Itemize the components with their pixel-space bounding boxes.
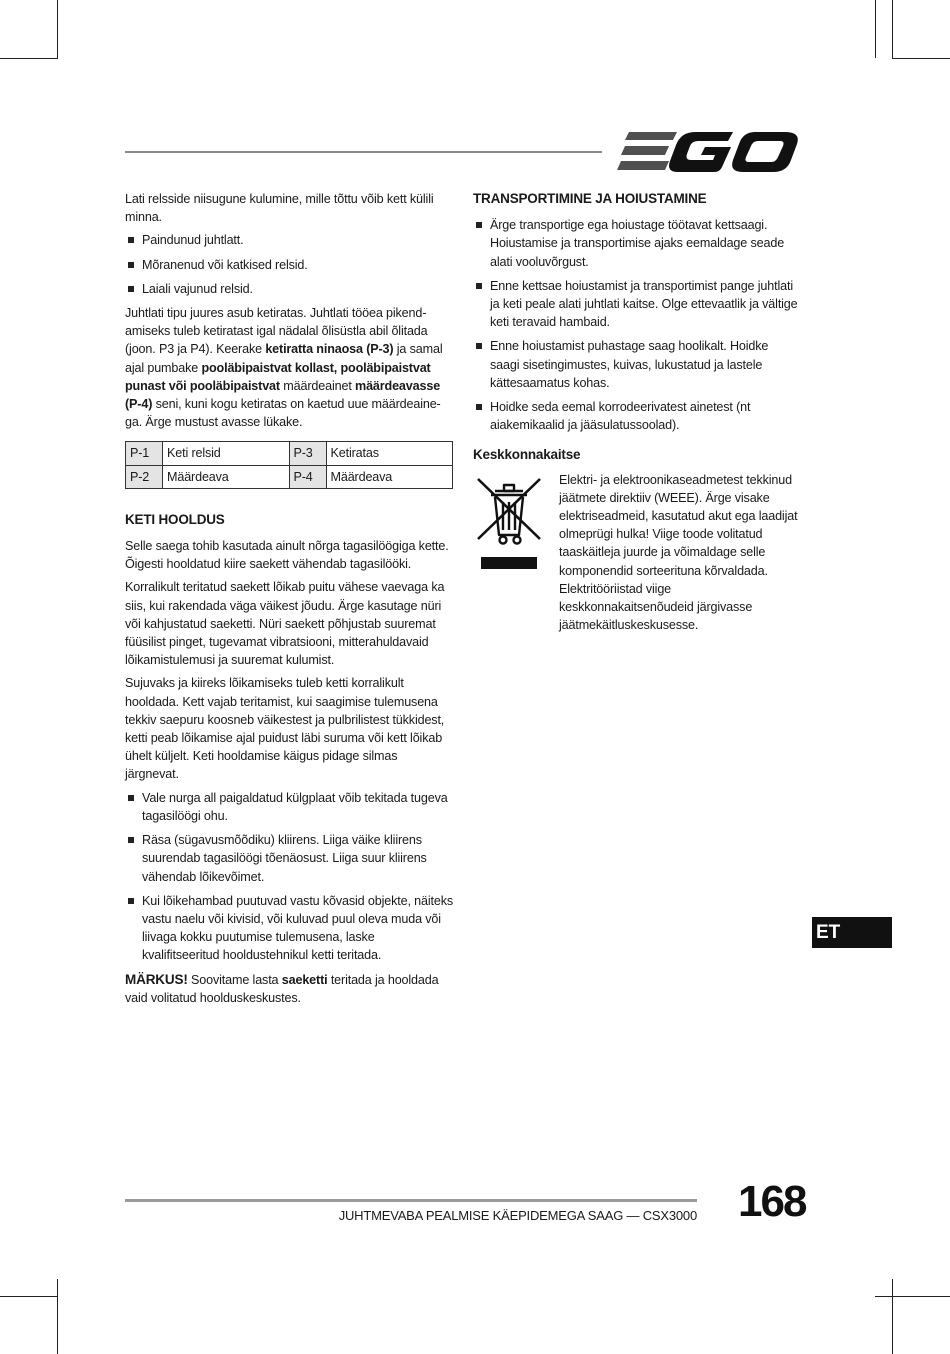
- list-item: Laiali vajunud relsid.: [125, 280, 453, 298]
- part-name: Ketiratas: [326, 442, 453, 465]
- crop-mark: [57, 1279, 58, 1354]
- header-rule: [125, 151, 602, 153]
- text-run: teritada ja hooldada vaid volitatud hoolduskeskustes.: [125, 972, 439, 1005]
- environment-text: Elektri- ja elektroonikaseadmetest tekkinud jäätmete direktiiv (WEEE). Ärge visake elektriseadmeid, kasutatud akut ega laadijat olmeprügi hulka! Viige toode volitatud taaskäitleja juurde ja võimaldage selle komponendid sorteerituna kõrvaldada. Elektritööriistad viige keskkonnakaitsenõudeid järgivasse jäätmekäitluskeskusesse.: [559, 472, 798, 633]
- wear-list: [125, 231, 453, 298]
- crop-mark: [875, 0, 876, 58]
- part-name: Määrdeava: [326, 465, 453, 488]
- footer-title: JUHTMEVABA PEALMISE KÄEPIDEMEGA SAAG — CSX3000: [338, 1208, 697, 1223]
- crop-mark: [892, 58, 950, 59]
- list-item: Ärge transportige ega hoiustage töötavat kettsaagi. Hoiustamise ja transportimise ajaks eemaldage seade alati vooluvõrgust.: [473, 216, 800, 271]
- wear-intro: Lati relsside niisugune kulumine, mille tõttu võib kett külili minna.: [125, 192, 434, 225]
- list-item: Vale nurga all paigaldatud külgplaat võib tekitada tugeva tagasilöögi ohu.: [125, 789, 453, 825]
- parts-table: [125, 441, 453, 488]
- bold-run: ketiratta ninaosa (P-3): [265, 342, 394, 357]
- transport-heading: TRANSPORTIMINE JA HOIUSTAMINE: [473, 191, 707, 206]
- crop-mark: [875, 1296, 950, 1297]
- note-label: MÄRKUS!: [125, 971, 188, 987]
- chain-paragraph: Korralikult teritatud saekett lõikab puitu vähese vaevaga ka siis, kui rakendada väga väikest jõudu. Ärge kasutage nüri või kahjustatud saeketti. Nüri saekett põhjustab suuremat füüsilist pinget, tugevamat vibratsiooni, mitterahuldavaid lõikamistulemusi ja suuremat kulumist.: [125, 580, 445, 668]
- text-run: ja samal ajal pumbake: [125, 342, 443, 375]
- bold-run: pooläbipaistvat kollast, pooläbipaistvat punast või pooläbipaistvat: [125, 360, 431, 393]
- part-code: P-1: [126, 442, 163, 465]
- crop-mark: [892, 0, 893, 58]
- language-tab: ET: [812, 917, 892, 948]
- chain-paragraph: Selle saega tohib kasutada ainult nõrga tagasilöögiga kette. Õigesti hooldatud kiire saekett vähendab tagasilööki.: [125, 539, 449, 572]
- crop-mark: [875, 21, 876, 22]
- text-run: määrdeainet: [279, 378, 356, 393]
- part-code: P-3: [289, 442, 326, 465]
- table-row: [126, 442, 453, 465]
- list-item: Enne hoiustamist puhastage saag hoolikalt. Hoidke saagi sisetingimustes, kuivas, lukustatud ja lastele kättesaamatus kohas.: [473, 337, 800, 392]
- list-item: Mõranenud või katkised relsid.: [125, 256, 453, 274]
- part-code: P-2: [126, 465, 163, 488]
- list-item: Räsa (sügavusmõõdiku) kliirens. Liiga väike kliirens suurendab tagasilöögi tõenäosust. Liiga suur kliirens vähendab lõikevõimet.: [125, 831, 453, 886]
- list-item: Kui lõikehambad puutuvad vastu kõvasid objekte, näiteks vastu naelu või kivisid, või kuluvad puul oleva muda või liivaga kokku puutumise tulemusena, laske kvalifitseeritud hooldustehnikul ketti teritada.: [125, 892, 453, 965]
- crop-mark: [57, 0, 58, 58]
- sprocket-paragraph: [125, 304, 453, 431]
- chain-list: [125, 789, 453, 965]
- right-column: [473, 190, 800, 634]
- environment-heading: Keskkonnakaitse: [473, 447, 581, 463]
- chain-heading: KETI HOOLDUS: [125, 511, 225, 527]
- crossed-bin-icon: [473, 471, 545, 571]
- footer-rule: [125, 1199, 697, 1202]
- part-name: Määrdeava: [163, 465, 290, 488]
- crop-mark: [0, 1296, 58, 1297]
- note-paragraph: [125, 971, 453, 1007]
- text-run: seni, kuni kogu ketiratas on kaetud uue määrdeainega. Ärge mustust avasse lükake.: [125, 397, 441, 430]
- ego-logo: [617, 130, 799, 172]
- crop-mark: [0, 58, 58, 59]
- bold-run: määrdeavasse (P-4): [125, 378, 441, 412]
- text-run: Juhtlati tipu juures asub ketiratas. Juhtlati tööea pikendamiseks tuleb ketiratast igal nädalal õlisüstla abil õlitada (joon. P3 ja P4). Keerake: [125, 306, 428, 357]
- list-item: Hoidke seda eemal korrodeerivatest ainetest (nt aiakemikaalid ja jääsulatussoolad).: [473, 398, 800, 434]
- bold-run: saeketti: [281, 972, 328, 987]
- part-code: P-4: [289, 465, 326, 488]
- text-run: Soovitame lasta: [187, 972, 282, 987]
- crop-mark: [892, 1279, 893, 1354]
- table-row: [126, 465, 453, 488]
- chain-paragraph: Sujuvaks ja kiireks lõikamiseks tuleb ketti korralikult hooldada. Kett vajab teritamist, kui saagimise tulemusena tekkiv saepuru koosneb väikestest ja pulbrilistest tükkidest, ketti peab lõikamise ajal puidust läbi suruma või kett lõikab ühelt küljelt. Keti hooldamise käigus pidage silmas järgnevat.: [125, 676, 445, 782]
- transport-list: [473, 216, 800, 434]
- part-name: Keti relsid: [163, 442, 290, 465]
- list-item: Paindunud juhtlatt.: [125, 231, 453, 249]
- page-number: 168: [738, 1177, 806, 1226]
- list-item: Enne kettsae hoiustamist ja transportimist pange juhtlati ja keti peale alati juhtlati kaitse. Olge ettevaatlik ja vältige keti teravaid hambaid.: [473, 277, 800, 332]
- environment-block: [473, 471, 800, 635]
- left-column: [125, 190, 453, 1012]
